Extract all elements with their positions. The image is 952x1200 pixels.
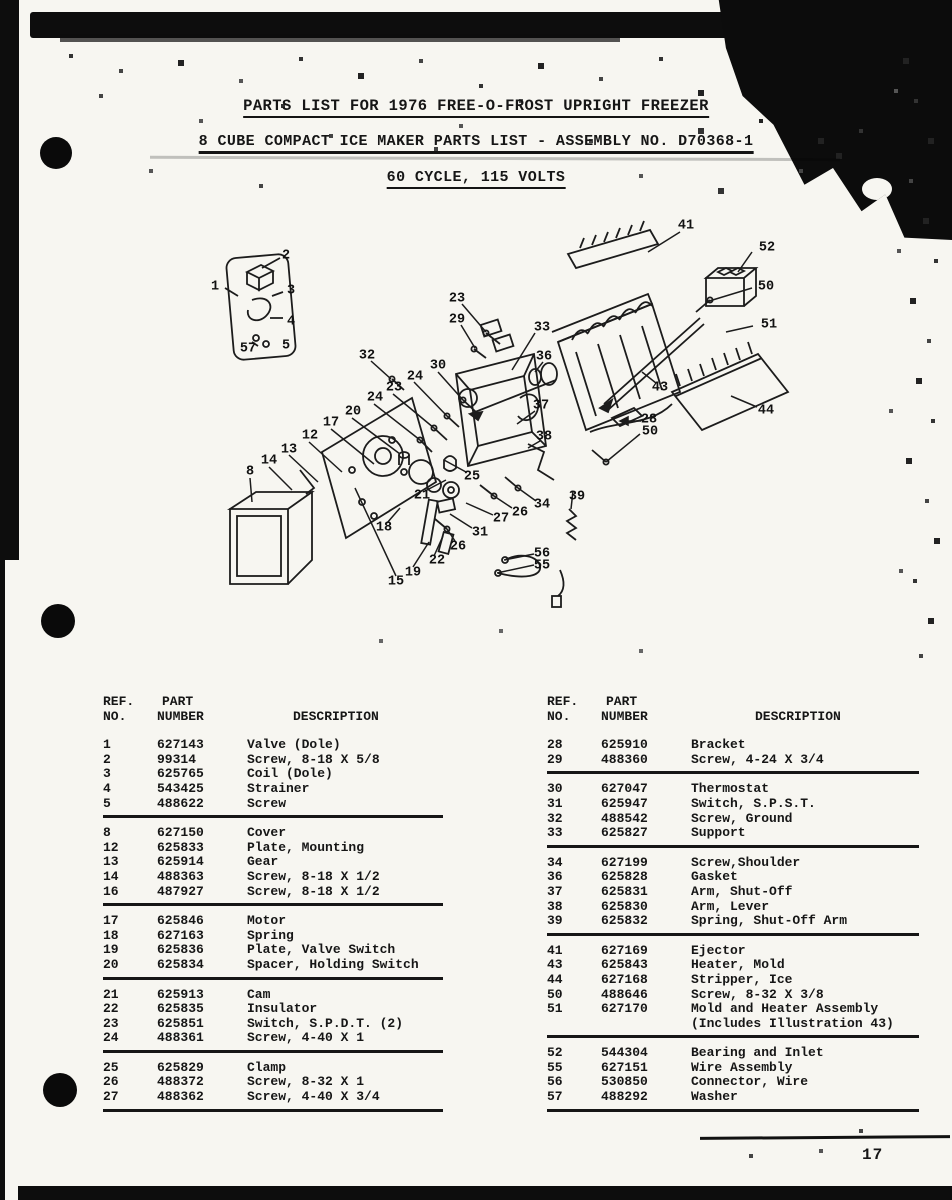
- parts-table-group: [547, 781, 919, 847]
- ice-stripper: [672, 342, 788, 430]
- parts-table-row: 31 625947 Switch, S.P.S.T.: [547, 795, 816, 811]
- valve-inset: [225, 253, 296, 360]
- parts-table-row: 1 627143 Valve (Dole): [103, 737, 341, 753]
- diagram-callout: 56: [533, 546, 551, 562]
- diagram-callout: 8: [245, 464, 255, 480]
- header-ref: REF. NO.: [547, 694, 579, 724]
- parts-table-row: 51 627170 Mold and Heater Assembly: [547, 1001, 879, 1017]
- scan-border-top-ragged: [60, 34, 620, 42]
- scan-border-left-thin: [0, 560, 5, 1200]
- diagram-callout: 12: [301, 428, 319, 444]
- scan-noise: [0, 0, 2, 2]
- diagram-callout: 34: [533, 497, 551, 513]
- parts-table-group: [103, 1060, 443, 1112]
- diagram-callout: 1: [210, 279, 220, 295]
- diagram-callout: 33: [533, 320, 551, 336]
- parts-table-row: 12 625833 Plate, Mounting: [103, 839, 365, 855]
- diagram-callout: 23: [448, 291, 466, 307]
- parts-table-row: 22 625835 Insulator: [103, 1001, 318, 1017]
- punch-hole: [40, 137, 72, 169]
- scan-blob-top-right: [714, 0, 952, 240]
- scan-border-bottom: [18, 1186, 952, 1200]
- ejector: [568, 221, 658, 268]
- parts-table-row: 44 627168 Stripper, Ice: [547, 971, 793, 987]
- diagram-callout: 39: [568, 489, 586, 505]
- parts-table-row: 2 99314 Screw, 8-18 X 5/8: [103, 751, 380, 767]
- parts-table-row: 17 625846 Motor: [103, 913, 287, 929]
- header-desc: DESCRIPTION: [755, 708, 841, 724]
- table-header: [547, 695, 919, 724]
- scan-blob-hole: [862, 178, 892, 200]
- parts-table-body: [547, 737, 919, 1111]
- parts-table-group: [547, 1045, 919, 1111]
- diagram-callout: 25: [463, 469, 481, 485]
- parts-table-row: 18 627163 Spring: [103, 927, 294, 943]
- parts-table-row: 43 625843 Heater, Mold: [547, 957, 785, 973]
- parts-table-group: [103, 987, 443, 1053]
- parts-table-row: 41 627169 Ejector: [547, 942, 746, 958]
- parts-table-row: 3 625765 Coil (Dole): [103, 766, 333, 782]
- parts-table-group: [103, 913, 443, 979]
- parts-table-row: 20 625834 Spacer, Holding Switch: [103, 956, 419, 972]
- diagram-callout: 31: [471, 525, 489, 541]
- parts-table-group: [547, 855, 919, 936]
- parts-table-row: 57 488292 Washer: [547, 1089, 738, 1105]
- parts-table-group: [103, 737, 443, 818]
- diagram-linework: [225, 218, 788, 607]
- parts-table-row: 56 530850 Connector, Wire: [547, 1074, 809, 1090]
- diagram-callout: 41: [677, 218, 695, 234]
- parts-table-left: [103, 695, 443, 1119]
- diagram-callout: 2: [281, 248, 291, 264]
- diagram-callout: 37: [532, 398, 550, 414]
- diagram-callout: 13: [280, 442, 298, 458]
- parts-table-row: 24 488361 Screw, 4-40 X 1: [103, 1030, 365, 1046]
- table-header: [103, 695, 443, 724]
- document-title-line1: PARTS LIST FOR 1976 FREE-O-FROST UPRIGHT FREEZER: [243, 97, 709, 118]
- scan-smear: [700, 1135, 950, 1140]
- bearing-inlet: [696, 268, 756, 312]
- parts-table-right: [547, 695, 919, 1119]
- diagram-callout: 38: [535, 429, 553, 445]
- cover-box: [230, 492, 312, 584]
- parts-table-row: 34 627199 Screw,Shoulder: [547, 854, 801, 870]
- diagram-callout: 15: [387, 574, 405, 590]
- scan-smear: [150, 156, 840, 161]
- diagram-callout: 26: [511, 505, 529, 521]
- parts-table-row: 36 625828 Gasket: [547, 869, 738, 885]
- diagram-callout: 32: [358, 348, 376, 364]
- parts-table-row: 33 625827 Support: [547, 825, 746, 841]
- parts-table-row: 52 544304 Bearing and Inlet: [547, 1045, 824, 1061]
- parts-table-row: 25 625829 Clamp: [103, 1059, 287, 1075]
- diagram-callout: 50: [757, 279, 775, 295]
- diagram-callout: 57: [239, 341, 257, 357]
- page-number: 17: [862, 1146, 884, 1164]
- diagram-callout: 51: [760, 317, 778, 333]
- diagram-callout: 43: [651, 380, 669, 396]
- small-hardware: [389, 330, 642, 607]
- diagram-callout: 20: [344, 404, 362, 420]
- parts-table-row: 50 488646 Screw, 8-32 X 3/8: [547, 986, 824, 1002]
- parts-table-row: 14 488363 Screw, 8-18 X 1/2: [103, 868, 380, 884]
- diagram-callout: 22: [428, 553, 446, 569]
- diagram-callout: 55: [533, 558, 551, 574]
- parts-table-row: 4 543425 Strainer: [103, 780, 310, 796]
- parts-table-row: 30 627047 Thermostat: [547, 781, 770, 797]
- diagram-callout: 17: [322, 415, 340, 431]
- diagram-callout: 27: [492, 511, 510, 527]
- parts-table-row: 55 627151 Wire Assembly: [547, 1059, 793, 1075]
- diagram-callout: 24: [406, 369, 424, 385]
- parts-table-row: 38 625830 Arm, Lever: [547, 898, 770, 914]
- diagram-callout: 44: [757, 403, 775, 419]
- header-ref: REF. NO.: [103, 694, 135, 724]
- diagram-callout: 24: [366, 390, 384, 406]
- diagram-callout: 52: [758, 240, 776, 256]
- diagram-callout: 14: [260, 453, 278, 469]
- parts-table-row: 32 488542 Screw, Ground: [547, 810, 793, 826]
- header-desc: DESCRIPTION: [293, 708, 379, 724]
- support-frame: [456, 320, 546, 466]
- diagram-callout: 23: [385, 380, 403, 396]
- parts-table-row: 28 625910 Bracket: [547, 737, 746, 753]
- parts-table-group: [103, 825, 443, 906]
- parts-table-row: 21 625913 Cam: [103, 986, 271, 1002]
- header-part: PART NUMBER: [157, 694, 204, 724]
- parts-table-row: 27 488362 Screw, 4-40 X 3/4: [103, 1089, 380, 1105]
- diagram-callout: 4: [286, 314, 296, 330]
- punch-hole: [41, 604, 75, 638]
- parts-table-row: 26 488372 Screw, 8-32 X 1: [103, 1074, 365, 1090]
- document-title-line3: 60 CYCLE, 115 VOLTS: [387, 169, 566, 189]
- diagram-callout: 18: [375, 520, 393, 536]
- parts-table-row: 8 627150 Cover: [103, 825, 287, 841]
- leader-lines: [250, 232, 757, 576]
- punch-hole: [43, 1073, 77, 1107]
- header-part: PART NUMBER: [601, 694, 648, 724]
- parts-table-row: 37 625831 Arm, Shut-Off: [547, 883, 793, 899]
- mounting-plate-motor: [300, 398, 459, 554]
- parts-table-row: 39 625832 Spring, Shut-Off Arm: [547, 913, 848, 929]
- document-title-line2: 8 CUBE COMPACT ICE MAKER PARTS LIST - ASSEMBLY NO. D70368-1: [199, 133, 754, 154]
- parts-table-group: [547, 737, 919, 774]
- ice-mold: [470, 294, 704, 432]
- parts-table-row: 29 488360 Screw, 4-24 X 3/4: [547, 751, 824, 767]
- diagram-callout: 28: [640, 412, 658, 428]
- parts-table-row: 5 488622 Screw: [103, 795, 287, 811]
- diagram-callout: 21: [413, 488, 431, 504]
- parts-table-group: [547, 943, 919, 1039]
- parts-table-row: 13 625914 Gear: [103, 854, 279, 870]
- diagram-callout: 3: [286, 283, 296, 299]
- diagram-callout: 26: [449, 539, 467, 555]
- parts-table-row: 23 625851 Switch, S.P.D.T. (2): [103, 1015, 404, 1031]
- diagram-callout: 36: [535, 349, 553, 365]
- diagram-callout: 5: [281, 338, 291, 354]
- parts-table-body: [103, 737, 443, 1111]
- scan-border-left: [0, 0, 19, 560]
- diagram-callout: 29: [448, 312, 466, 328]
- diagram-callout: 50: [641, 424, 659, 440]
- parts-table-row: (Includes Illustration 43): [691, 1015, 894, 1031]
- diagram-callout: 30: [429, 358, 447, 374]
- parts-table-row: 19 625836 Plate, Valve Switch: [103, 942, 396, 958]
- diagram-callout: 19: [404, 565, 422, 581]
- parts-table-row: 16 487927 Screw, 8-18 X 1/2: [103, 883, 380, 899]
